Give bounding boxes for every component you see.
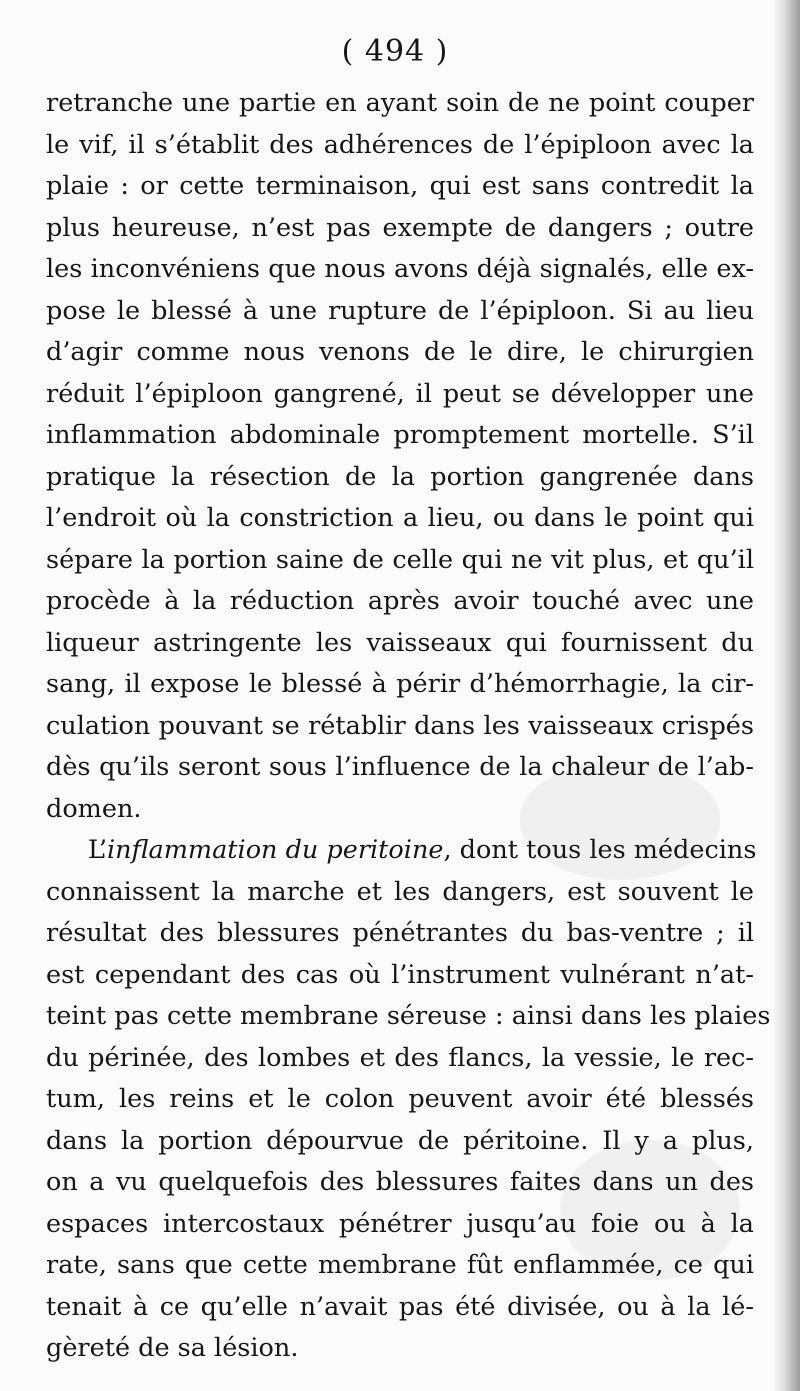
text-line: procède à la réduction après avoir touché avec une xyxy=(46,586,754,616)
text-line: est cependant des cas où l’instrument vulnérant n’at- xyxy=(46,959,754,990)
text-line: le vif, il s’établit des adhérences de l’épiploon avec la xyxy=(46,129,754,160)
paragraph-2 xyxy=(46,830,771,1370)
text-line: rate, sans que cette membrane fût enflammée, ce qui xyxy=(46,1250,754,1280)
text-fragment: L’ xyxy=(88,835,107,865)
text-line: sépare la portion saine de celle qui ne vit plus, et qu’il xyxy=(46,544,754,575)
text-line: d’agir comme nous venons de le dire, le chirurgien xyxy=(46,337,754,367)
text-line: pratique la résection de la portion gangrenée dans xyxy=(46,461,754,492)
body-text xyxy=(46,83,771,1370)
text-line: les inconvéniens que nous avons déjà signalés, elle ex- xyxy=(46,254,754,284)
text-line: résultat des blessures pénétrantes du bas-ventre ; il xyxy=(46,918,754,948)
text-line: liqueur astringente les vaisseaux qui fournissent du xyxy=(46,627,754,658)
text-line: sang, il expose le blessé à périr d’hémorrhagie, la cir- xyxy=(46,669,754,699)
text-line: réduit l’épiploon gangrené, il peut se développer une xyxy=(46,378,754,409)
text-line: domen. xyxy=(46,793,142,824)
italic-term: inflammation du peritoine xyxy=(106,835,444,865)
text-fragment: , dont tous les médecins xyxy=(443,835,757,865)
text-line: dès qu’ils seront sous l’influence de la chaleur de l’ab- xyxy=(46,752,754,782)
text-line: on a vu quelquefois des blessures faites dans un des xyxy=(46,1167,754,1197)
text-line: teint pas cette membrane séreuse : ainsi dans les plaies xyxy=(46,1001,771,1031)
text-line: retranche une partie en ayant soin de ne point couper xyxy=(46,88,754,118)
text-line: plaie : or cette terminaison, qui est sans contredit la xyxy=(46,171,754,201)
text-line: gèreté de sa lésion. xyxy=(46,1333,299,1363)
text-line: l’endroit où la constriction a lieu, ou dans le point qui xyxy=(46,503,754,533)
text-line: culation pouvant se rétablir dans les vaisseaux crispés xyxy=(46,710,754,741)
text-line: inflammation abdominale promptement mortelle. S’il xyxy=(46,420,754,450)
text-line: connaissent la marche et les dangers, est souvent le xyxy=(46,876,754,907)
paragraph-1 xyxy=(46,83,754,830)
page-number: ( 494 ) xyxy=(341,34,449,69)
page-gutter-shadow xyxy=(774,0,800,1391)
text-line: tenait à ce qu’elle n’avait pas été divisée, ou à la lé- xyxy=(46,1291,754,1322)
text-line: espaces intercostaux pénétrer jusqu’au foie ou à la xyxy=(46,1208,754,1239)
text-line: plus heureuse, n’est pas exempte de dangers ; outre xyxy=(46,212,754,243)
text-line: tum, les reins et le colon peuvent avoir été blessés xyxy=(46,1084,754,1114)
text-line: dans la portion dépourvue de péritoine. Il y a plus, xyxy=(46,1125,754,1156)
text-line: du périnée, des lombes et des flancs, la vessie, le rec- xyxy=(46,1042,754,1073)
text-line: pose le blessé à une rupture de l’épiploon. Si au lieu xyxy=(46,295,754,326)
text-line xyxy=(46,830,757,872)
